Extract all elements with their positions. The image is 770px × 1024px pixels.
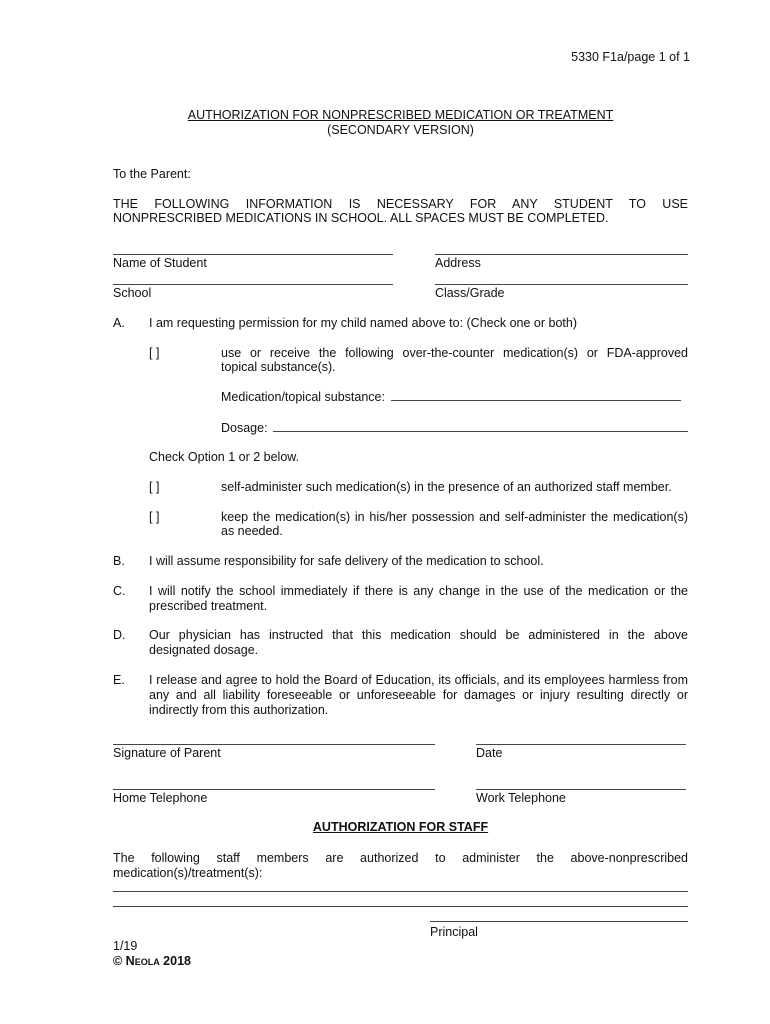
section-d-letter: D. xyxy=(113,628,126,642)
address-label: Address xyxy=(435,256,481,270)
work-telephone-line[interactable] xyxy=(476,789,686,790)
name-of-student-label: Name of Student xyxy=(113,256,207,270)
medication-field-row xyxy=(221,390,681,405)
staff-member-line-1[interactable] xyxy=(113,891,688,892)
class-grade-line[interactable] xyxy=(435,284,688,285)
option-2-line-1: keep the medication(s) in his/her possession and self-administer the medication(s) xyxy=(221,510,688,524)
work-telephone-label: Work Telephone xyxy=(476,791,566,805)
section-b-text: I will assume responsibility for safe delivery of the medication to school. xyxy=(149,554,544,568)
section-b-letter: B. xyxy=(113,554,125,568)
option-1-text: self-administer such medication(s) in the presence of an authorized staff member. xyxy=(221,480,672,494)
option-2-line-2: as needed. xyxy=(221,524,283,538)
dosage-field-row xyxy=(221,421,688,436)
page-reference: 5330 F1a/page 1 of 1 xyxy=(571,50,690,64)
section-d-line-2: designated dosage. xyxy=(149,643,259,657)
home-telephone-line[interactable] xyxy=(113,789,435,790)
section-a-letter: A. xyxy=(113,316,125,330)
form-subtitle: (SECONDARY VERSION) xyxy=(327,123,474,137)
staff-text-line-2: medication(s)/treatment(s): xyxy=(113,866,263,880)
option-use-line-2: topical substance(s). xyxy=(221,360,336,374)
option-use-line-1: use or receive the following over-the-counter medication(s) or FDA-approved xyxy=(221,346,688,360)
address-line[interactable] xyxy=(435,254,688,255)
revision-date: 1/19 xyxy=(113,939,138,953)
section-e-line-1: I release and agree to hold the Board of Education, its officials, and its employees harmless from xyxy=(149,673,688,687)
date-line[interactable] xyxy=(476,744,686,745)
checkbox-option-2[interactable]: [ ] xyxy=(149,510,160,524)
school-label: School xyxy=(113,286,152,300)
section-c-line-1: I will notify the school immediately if there is any change in the use of the medication or the xyxy=(149,584,688,598)
staff-member-line-2[interactable] xyxy=(113,906,688,907)
signature-of-parent-label: Signature of Parent xyxy=(113,746,221,760)
checkbox-use-medication[interactable]: [ ] xyxy=(149,346,160,360)
intro-line-1: THE FOLLOWING INFORMATION IS NECESSARY FOR ANY STUDENT TO USE xyxy=(113,197,688,211)
section-e-letter: E. xyxy=(113,673,125,687)
checkbox-option-1[interactable]: [ ] xyxy=(149,480,160,494)
section-e-line-3: indirectly from this authorization. xyxy=(149,703,329,717)
section-d-line-1: Our physician has instructed that this medication should be administered in the above xyxy=(149,628,688,642)
principal-label: Principal xyxy=(430,925,478,939)
section-e-line-2: any and all liability foreseeable or unforeseeable for damages or injury resulting directly or xyxy=(149,688,688,702)
home-telephone-label: Home Telephone xyxy=(113,791,208,805)
student-name-line[interactable] xyxy=(113,254,393,255)
medication-label: Medication/topical substance: xyxy=(221,390,385,404)
check-option-instruction: Check Option 1 or 2 below. xyxy=(149,450,300,464)
salutation: To the Parent: xyxy=(113,167,191,181)
dosage-label: Dosage: xyxy=(221,421,268,435)
class-grade-label: Class/Grade xyxy=(435,286,505,300)
medication-input-line[interactable] xyxy=(391,390,681,401)
principal-signature-line[interactable] xyxy=(430,921,688,922)
section-c-letter: C. xyxy=(113,584,126,598)
section-c-line-2: prescribed treatment. xyxy=(149,599,268,613)
dosage-input-line[interactable] xyxy=(273,421,688,432)
parent-signature-line[interactable] xyxy=(113,744,435,745)
school-line[interactable] xyxy=(113,284,393,285)
form-title: AUTHORIZATION FOR NONPRESCRIBED MEDICATION OR TREATMENT xyxy=(187,108,614,122)
staff-text-line-1: The following staff members are authorized to administer the above-nonprescribed xyxy=(113,851,688,865)
section-a-text: I am requesting permission for my child named above to: (Check one or both) xyxy=(149,316,577,330)
date-label: Date xyxy=(476,746,503,760)
intro-line-2: NONPRESCRIBED MEDICATIONS IN SCHOOL. ALL SPACES MUST BE COMPLETED. xyxy=(113,211,609,225)
copyright: © Neola 2018 xyxy=(113,954,191,968)
staff-heading: AUTHORIZATION FOR STAFF xyxy=(312,820,489,834)
